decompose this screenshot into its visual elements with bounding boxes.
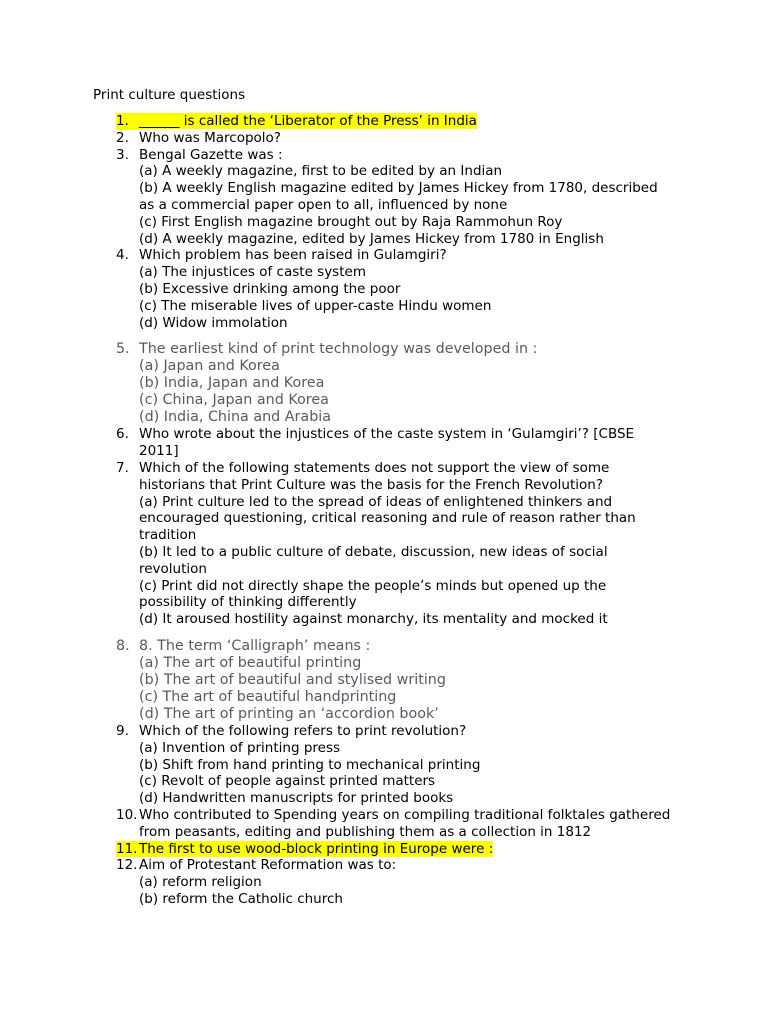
question-text: Who was Marcopolo? [139, 129, 281, 146]
question-item [116, 426, 676, 460]
question-body [139, 723, 676, 807]
answer-option: (a) Invention of printing press [139, 739, 341, 756]
question-number: 4. [116, 247, 129, 264]
question-item [116, 857, 676, 907]
question-text: Bengal Gazette was : [139, 146, 283, 163]
question-number: 12. [116, 857, 138, 874]
question-number: 7. [116, 459, 129, 476]
question-text: The earliest kind of print technology was developed in : [139, 341, 538, 358]
answer-option: (c) First English magazine brought out by Raja Rammohun Roy [139, 213, 563, 230]
answer-option: (b) Excessive drinking among the poor [139, 280, 401, 297]
question-body [139, 247, 676, 331]
question-body [139, 857, 676, 907]
question-item [116, 638, 676, 723]
question-body [139, 807, 676, 841]
answer-option: (b) The art of beautiful and stylised writing [139, 671, 446, 688]
answer-option: (c) China, Japan and Korea [139, 392, 329, 409]
question-body [139, 426, 676, 460]
question-text: Who contributed to Spending years on compiling traditional folktales gathered from peasants, editing and publishing them as a collection in 1812 [139, 806, 671, 840]
question-text: ______ is called the ‘Liberator of the Press’ in India [139, 113, 477, 129]
answer-option: (d) Widow immolation [139, 314, 288, 331]
question-text: 8. The term ‘Calligraph’ means : [139, 637, 371, 654]
answer-option: (a) The art of beautiful printing [139, 654, 362, 671]
question-body [139, 341, 676, 426]
question-number: 5. [116, 341, 130, 358]
answer-option: (c) Revolt of people against printed matters [139, 773, 436, 790]
question-body [139, 147, 676, 248]
question-body [139, 460, 676, 628]
question-body [139, 113, 676, 130]
answer-option: (a) Print culture led to the spread of ideas of enlightened thinkers and encouraged questioning, critical reasoning and rule of reason rather than tradition [139, 493, 636, 544]
question-number: 11. [116, 840, 138, 857]
question-item [116, 130, 676, 147]
question-number: 10. [116, 806, 138, 823]
answer-option: (b) reform the Catholic church [139, 890, 343, 907]
answer-option: (c) The art of beautiful handprinting [139, 688, 397, 705]
question-body [139, 638, 676, 723]
answer-option: (a) Japan and Korea [139, 358, 280, 375]
question-text: Which of the following refers to print revolution? [139, 722, 467, 739]
question-number: 1. [116, 113, 139, 130]
answer-option: (d) Handwritten manuscripts for printed books [139, 790, 454, 807]
answer-option: (b) It led to a public culture of debate, discussion, new ideas of social revolution [139, 543, 608, 577]
question-text: Which problem has been raised in Gulamgiri? [139, 247, 447, 264]
question-text: The first to use wood-block printing in Europe were : [139, 840, 494, 857]
question-item [116, 841, 676, 858]
question-item [116, 460, 676, 628]
question-body [139, 841, 676, 858]
question-text: Aim of Protestant Reformation was to: [139, 857, 397, 874]
question-item [116, 807, 676, 841]
answer-option: (b) Shift from hand printing to mechanical printing [139, 756, 481, 773]
question-number: 9. [116, 722, 129, 739]
answer-option: (d) A weekly magazine, edited by James Hickey from 1780 in English [139, 230, 604, 247]
question-item [116, 247, 676, 331]
document-title: Print culture questions [93, 87, 246, 103]
answer-option: (a) The injustices of caste system [139, 264, 366, 281]
answer-option: (d) It aroused hostility against monarchy, its mentality and mocked it [139, 611, 608, 628]
question-text: Which of the following statements does not support the view of some historians that Print Culture was the basis for the French Revolution? [139, 459, 610, 493]
question-item [116, 341, 676, 426]
answer-option: (a) A weekly magazine, first to be edited by an Indian [139, 163, 503, 180]
answer-option: (b) India, Japan and Korea [139, 375, 325, 392]
answer-option: (c) Print did not directly shape the people’s minds but opened up the possibility of thinking differently [139, 577, 607, 611]
answer-option: (c) The miserable lives of upper-caste Hindu women [139, 297, 492, 314]
question-number: 8. [116, 637, 130, 654]
question-item [116, 147, 676, 248]
answer-option: (a) reform religion [139, 874, 262, 891]
question-body [139, 130, 676, 147]
answer-option: (d) India, China and Arabia [139, 409, 332, 426]
question-text: Who wrote about the injustices of the caste system in ‘Gulamgiri’? [CBSE 2011] [139, 426, 635, 460]
answer-option: (b) A weekly English magazine edited by James Hickey from 1780, described as a commercial paper open to all, influenced by none [139, 180, 658, 213]
question-number: 6. [116, 426, 129, 443]
question-list [116, 113, 676, 908]
question-number: 2. [116, 129, 129, 146]
question-item [116, 113, 676, 130]
question-number: 3. [116, 146, 129, 163]
question-item [116, 723, 676, 807]
answer-option: (d) The art of printing an ‘accordion book’ [139, 705, 439, 722]
